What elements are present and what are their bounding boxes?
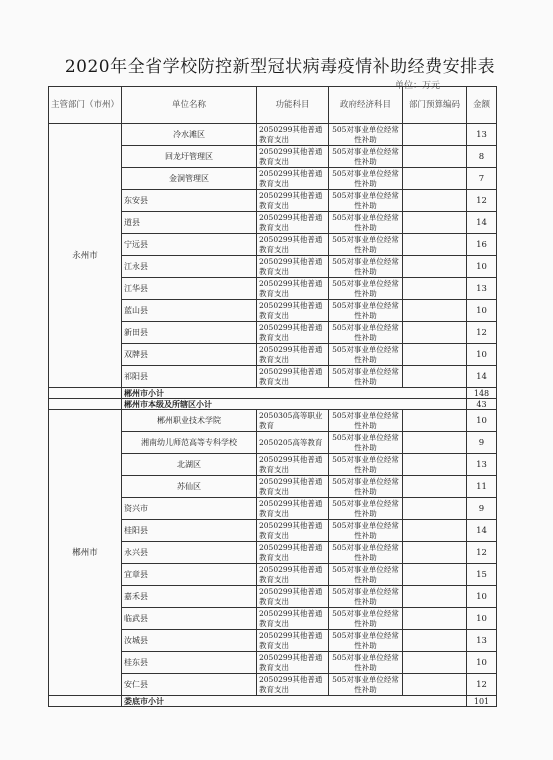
func-cell: 2050305高等职业教育 [257,410,329,432]
econ-cell: 505对事业单位经常性补助 [329,674,403,696]
unit-name-cell: 双牌县 [122,344,257,366]
amount-cell: 10 [467,652,497,674]
func-cell: 2050299其他普通教育支出 [257,652,329,674]
subtotal-label: 娄底市小计 [122,696,467,707]
unit-name-cell: 嘉禾县 [122,586,257,608]
code-cell [403,190,467,212]
code-cell [403,542,467,564]
code-cell [403,652,467,674]
func-cell: 2050299其他普通教育支出 [257,674,329,696]
amount-cell: 10 [467,586,497,608]
econ-cell: 505对事业单位经常性补助 [329,300,403,322]
code-cell [403,454,467,476]
subtotal-row [49,399,497,410]
econ-cell: 505对事业单位经常性补助 [329,564,403,586]
econ-cell: 505对事业单位经常性补助 [329,234,403,256]
code-cell [403,278,467,300]
amount-cell: 12 [467,542,497,564]
dept-cell [49,399,122,410]
unit-name-cell: 新田县 [122,322,257,344]
unit-name-cell: 桂东县 [122,652,257,674]
func-cell: 2050299其他普通教育支出 [257,608,329,630]
func-cell: 2050299其他普通教育支出 [257,498,329,520]
econ-cell: 505对事业单位经常性补助 [329,454,403,476]
func-cell: 2050299其他普通教育支出 [257,476,329,498]
amount-cell: 12 [467,674,497,696]
code-cell [403,234,467,256]
code-cell [403,344,467,366]
amount-cell: 10 [467,256,497,278]
func-cell: 2050299其他普通教育支出 [257,630,329,652]
unit-label: 单位：万元 [395,81,441,91]
econ-cell: 505对事业单位经常性补助 [329,542,403,564]
dept-cell [49,388,122,399]
amount-cell: 10 [467,300,497,322]
unit-name-cell: 金洞管理区 [122,168,257,190]
amount-cell: 11 [467,476,497,498]
unit-name-cell: 回龙圩管理区 [122,146,257,168]
amount-cell: 14 [467,366,497,388]
amount-cell: 12 [467,322,497,344]
subtotal-label: 郴州市本级及所辖区小计 [122,399,467,410]
header-dept: 主管部门（市州） [49,87,122,124]
func-cell: 2050299其他普通教育支出 [257,212,329,234]
econ-cell: 505对事业单位经常性补助 [329,498,403,520]
code-cell [403,124,467,146]
code-cell [403,608,467,630]
code-cell [403,476,467,498]
amount-cell: 15 [467,564,497,586]
econ-cell: 505对事业单位经常性补助 [329,652,403,674]
subtotal-amount: 148 [467,388,497,399]
unit-name-cell: 东安县 [122,190,257,212]
unit-name-cell: 郴州职业技术学院 [122,410,257,432]
code-cell [403,322,467,344]
econ-cell: 505对事业单位经常性补助 [329,630,403,652]
dept-cell: 永州市 [49,124,122,388]
econ-cell: 505对事业单位经常性补助 [329,190,403,212]
econ-cell: 505对事业单位经常性补助 [329,476,403,498]
unit-name-cell: 蓝山县 [122,300,257,322]
econ-cell: 505对事业单位经常性补助 [329,212,403,234]
econ-cell: 505对事业单位经常性补助 [329,586,403,608]
table-row [49,124,497,146]
code-cell [403,674,467,696]
econ-cell: 505对事业单位经常性补助 [329,322,403,344]
unit-name-cell: 江永县 [122,256,257,278]
subtotal-row [49,696,497,707]
amount-cell: 7 [467,168,497,190]
unit-name-cell: 北湖区 [122,454,257,476]
amount-cell: 14 [467,520,497,542]
unit-name-cell: 汝城县 [122,630,257,652]
code-cell [403,212,467,234]
unit-name-cell: 冷水滩区 [122,124,257,146]
unit-name-cell: 祁阳县 [122,366,257,388]
unit-name-cell: 苏仙区 [122,476,257,498]
amount-cell: 13 [467,630,497,652]
code-cell [403,630,467,652]
func-cell: 2050299其他普通教育支出 [257,300,329,322]
amount-cell: 12 [467,190,497,212]
func-cell: 2050299其他普通教育支出 [257,344,329,366]
amount-cell: 10 [467,344,497,366]
unit-name-cell: 湘南幼儿师范高等专科学校 [122,432,257,454]
amount-cell: 13 [467,454,497,476]
dept-cell: 郴州市 [49,410,122,696]
amount-cell: 13 [467,124,497,146]
unit-name-cell: 江华县 [122,278,257,300]
code-cell [403,498,467,520]
code-cell [403,432,467,454]
econ-cell: 505对事业单位经常性补助 [329,124,403,146]
econ-cell: 505对事业单位经常性补助 [329,278,403,300]
func-cell: 2050299其他普通教育支出 [257,146,329,168]
amount-cell: 10 [467,410,497,432]
code-cell [403,146,467,168]
subtotal-row [49,388,497,399]
unit-name-cell: 永兴县 [122,542,257,564]
code-cell [403,300,467,322]
dept-cell [49,696,122,707]
code-cell [403,256,467,278]
table-header-row [49,87,497,124]
subtotal-amount: 43 [467,399,497,410]
econ-cell: 505对事业单位经常性补助 [329,146,403,168]
econ-cell: 505对事业单位经常性补助 [329,366,403,388]
econ-cell: 505对事业单位经常性补助 [329,520,403,542]
amount-cell: 16 [467,234,497,256]
code-cell [403,168,467,190]
amount-cell: 14 [467,212,497,234]
func-cell: 2050299其他普通教育支出 [257,124,329,146]
header-code: 部门预算编码 [403,87,467,124]
func-cell: 2050299其他普通教育支出 [257,234,329,256]
header-amount: 金额 [467,87,497,124]
func-cell: 2050299其他普通教育支出 [257,454,329,476]
amount-cell: 13 [467,278,497,300]
econ-cell: 505对事业单位经常性补助 [329,256,403,278]
func-cell: 2050299其他普通教育支出 [257,564,329,586]
func-cell: 2050299其他普通教育支出 [257,278,329,300]
table-body [49,124,497,707]
func-cell: 2050205高等教育 [257,432,329,454]
code-cell [403,410,467,432]
econ-cell: 505对事业单位经常性补助 [329,608,403,630]
unit-name-cell: 资兴市 [122,498,257,520]
unit-name-cell: 宜章县 [122,564,257,586]
func-cell: 2050299其他普通教育支出 [257,366,329,388]
header-econ: 政府经济科目 [329,87,403,124]
funding-table [48,86,497,707]
amount-cell: 9 [467,432,497,454]
econ-cell: 505对事业单位经常性补助 [329,168,403,190]
func-cell: 2050299其他普通教育支出 [257,322,329,344]
func-cell: 2050299其他普通教育支出 [257,168,329,190]
func-cell: 2050299其他普通教育支出 [257,190,329,212]
table-row [49,410,497,432]
func-cell: 2050299其他普通教育支出 [257,256,329,278]
econ-cell: 505对事业单位经常性补助 [329,410,403,432]
header-unit: 单位名称 [122,87,257,124]
unit-name-cell: 宁远县 [122,234,257,256]
econ-cell: 505对事业单位经常性补助 [329,432,403,454]
unit-name-cell: 道县 [122,212,257,234]
code-cell [403,520,467,542]
func-cell: 2050299其他普通教育支出 [257,586,329,608]
func-cell: 2050299其他普通教育支出 [257,520,329,542]
code-cell [403,564,467,586]
unit-name-cell: 临武县 [122,608,257,630]
unit-name-cell: 安仁县 [122,674,257,696]
code-cell [403,366,467,388]
subtotal-label: 郴州市小计 [122,388,467,399]
func-cell: 2050299其他普通教育支出 [257,542,329,564]
amount-cell: 9 [467,498,497,520]
subtotal-amount: 101 [467,696,497,707]
document-title: 2020年全省学校防控新型冠状病毒疫情补助经费安排表 [64,57,496,77]
code-cell [403,586,467,608]
amount-cell: 10 [467,608,497,630]
amount-cell: 8 [467,146,497,168]
econ-cell: 505对事业单位经常性补助 [329,344,403,366]
header-func: 功能科目 [257,87,329,124]
unit-name-cell: 桂阳县 [122,520,257,542]
